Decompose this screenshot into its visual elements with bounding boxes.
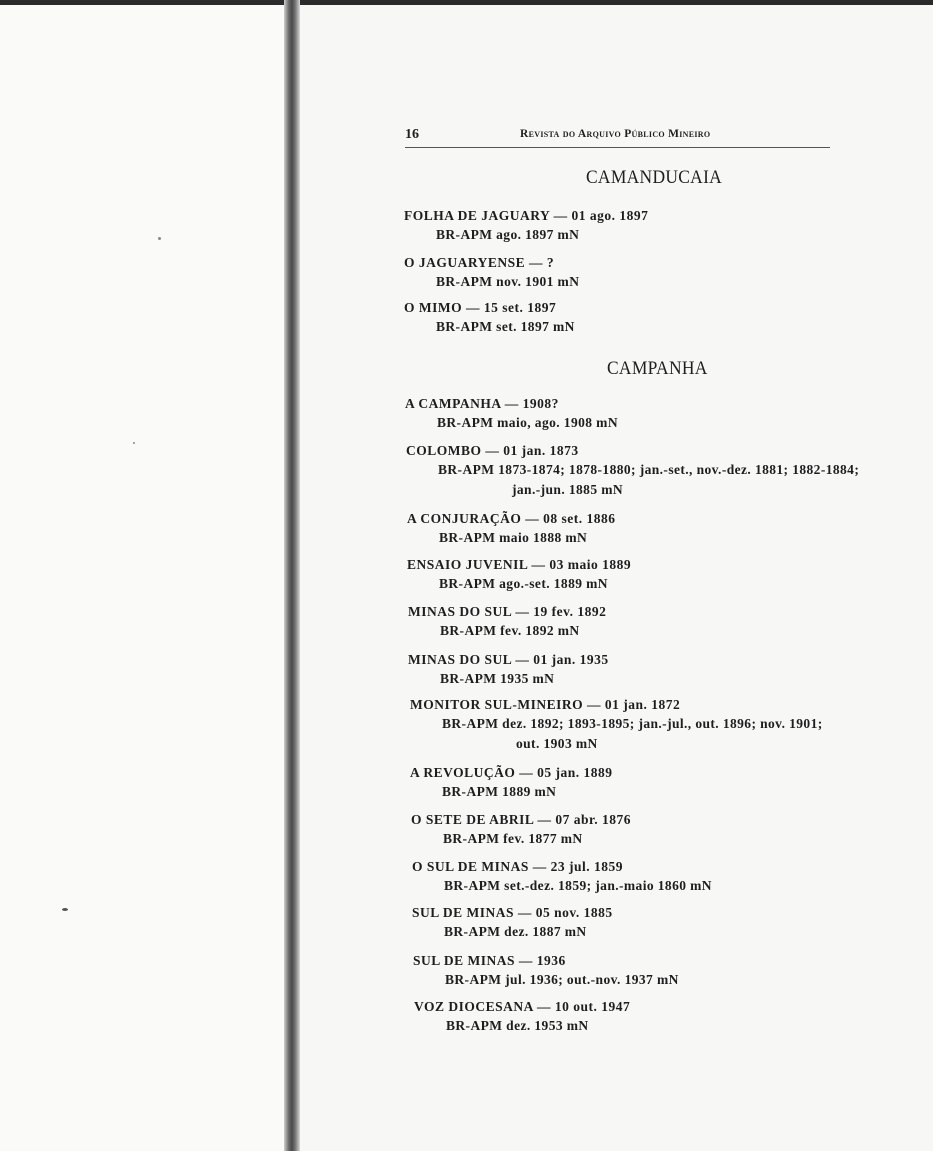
paper-speck xyxy=(62,908,68,911)
entry-title: O SETE DE ABRIL — 07 abr. 1876 xyxy=(411,812,632,827)
entry-holding: BR-APM set.-dez. 1859; jan.-maio 1860 mN xyxy=(444,878,712,893)
entry xyxy=(411,811,631,849)
entry-holding: BR-APM 1873-1874; 1878-1880; jan.-set., nov.-dez. 1881; 1882-1884; xyxy=(438,462,860,477)
entry-title: VOZ DIOCESANA — 10 out. 1947 xyxy=(414,999,631,1014)
paper-speck xyxy=(133,442,135,444)
entry xyxy=(407,556,631,594)
entry xyxy=(405,395,618,433)
entry xyxy=(408,603,606,641)
entry-holding-continued: out. 1903 mN xyxy=(516,736,598,751)
entry-title: O MIMO — 15 set. 1897 xyxy=(404,300,557,315)
entry-holding: BR-APM set. 1897 mN xyxy=(436,319,575,334)
entry-title: SUL DE MINAS — 1936 xyxy=(413,953,566,968)
entry-title: O SUL DE MINAS — 23 jul. 1859 xyxy=(412,859,624,874)
entry xyxy=(404,299,575,337)
entry xyxy=(404,254,579,292)
paper-speck xyxy=(158,237,161,240)
entry-holding: BR-APM maio, ago. 1908 mN xyxy=(437,415,618,430)
entry xyxy=(412,904,613,942)
entry-holding: BR-APM fev. 1877 mN xyxy=(443,831,583,846)
entry-title: MONITOR SUL-MINEIRO — 01 jan. 1872 xyxy=(410,697,681,712)
entry-title: ENSAIO JUVENIL — 03 maio 1889 xyxy=(407,557,632,572)
entry-title: A CAMPANHA — 1908? xyxy=(405,396,559,411)
left-blank-page xyxy=(0,5,284,1151)
entry xyxy=(412,858,712,896)
section-title-camanducaia: CAMANDUCAIA xyxy=(586,167,723,188)
entry-title: MINAS DO SUL — 19 fev. 1892 xyxy=(408,604,607,619)
entry-title: MINAS DO SUL — 01 jan. 1935 xyxy=(408,652,609,667)
entry-title: COLOMBO — 01 jan. 1873 xyxy=(406,443,579,458)
entry xyxy=(414,998,630,1036)
section-title-campanha: CAMPANHA xyxy=(607,358,708,379)
journal-title: Revista do Arquivo Público Mineiro xyxy=(520,128,711,140)
entry-title: SUL DE MINAS — 05 nov. 1885 xyxy=(412,905,613,920)
entry-title: A CONJURAÇÃO — 08 set. 1886 xyxy=(407,511,616,526)
entry-holding: BR-APM ago. 1897 mN xyxy=(436,227,580,242)
entry xyxy=(406,442,916,500)
entry-holding: BR-APM ago.-set. 1889 mN xyxy=(439,576,608,591)
entry xyxy=(404,207,648,245)
entry-holding: BR-APM 1889 mN xyxy=(442,784,557,799)
header-rule xyxy=(405,147,830,148)
book-gutter xyxy=(284,0,300,1151)
entry-holding: BR-APM dez. 1887 mN xyxy=(444,924,587,939)
entry-holding: BR-APM jul. 1936; out.-nov. 1937 mN xyxy=(445,972,679,987)
entry-holding: BR-APM 1935 mN xyxy=(440,671,555,686)
entry xyxy=(408,651,609,689)
page-number: 16 xyxy=(405,127,419,142)
entry-title: FOLHA DE JAGUARY — 01 ago. 1897 xyxy=(404,208,649,223)
entry xyxy=(413,952,679,990)
entry-title: O JAGUARYENSE — ? xyxy=(404,255,555,270)
entry xyxy=(410,696,920,754)
entry-title: A REVOLUÇÃO — 05 jan. 1889 xyxy=(410,765,613,780)
entry-holding-continued: jan.-jun. 1885 mN xyxy=(512,482,624,497)
entry-holding: BR-APM fev. 1892 mN xyxy=(440,623,580,638)
entry xyxy=(410,764,613,802)
entry xyxy=(407,510,616,548)
right-page xyxy=(300,5,933,1151)
entry-holding: BR-APM dez. 1892; 1893-1895; jan.-jul., out. 1896; nov. 1901; xyxy=(442,716,823,731)
entry-holding: BR-APM nov. 1901 mN xyxy=(436,274,580,289)
entry-holding: BR-APM dez. 1953 mN xyxy=(446,1018,589,1033)
entry-holding: BR-APM maio 1888 mN xyxy=(439,530,588,545)
running-head xyxy=(405,127,825,151)
